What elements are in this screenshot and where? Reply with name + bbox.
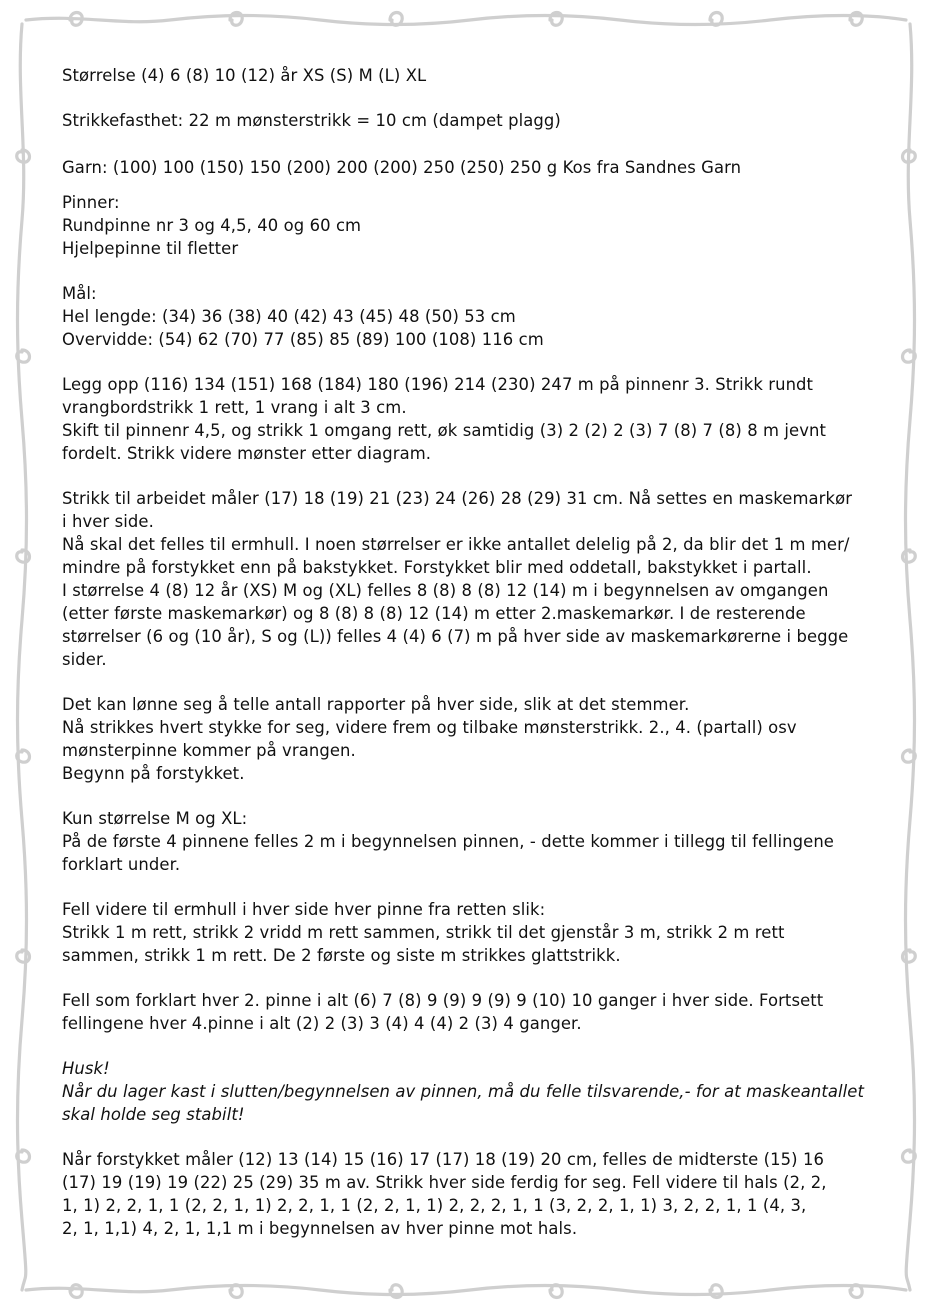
border-loops-bottom — [70, 1285, 862, 1298]
only-sizes-line: forklart under. — [62, 855, 181, 874]
repeats-line: Begynn på forstykket. — [62, 764, 245, 783]
pattern-instructions — [62, 64, 888, 1240]
cast-on-line: fordelt. Strikk videre mønster etter diagram. — [62, 444, 432, 463]
armhole-line: Nå skal det felles til ermhull. I noen størrelser er ikke antallet delelig på 2, da blir det 1 m mer/ — [62, 535, 850, 554]
border-loops-right — [903, 150, 916, 1162]
decrease-line: Fell videre til ermhull i hver side hver pinne fra retten slik: — [62, 900, 546, 919]
decrease2-line: fellingene hver 4.pinne i alt (2) 2 (3) 3 (4) 4 (4) 2 (3) 4 ganger. — [62, 1014, 582, 1033]
border-bottom-edge — [26, 1286, 906, 1295]
border-loops-top — [70, 13, 862, 26]
neck-line: 1, 1) 2, 2, 1, 1 (2, 2, 1, 1) 2, 2, 1, 1 (2, 2, 1, 1) 2, 2, 2, 1, 1 (3, 2, 2, 1, 1) 3, 2, 2, 1, 1 (4, 3, — [62, 1196, 807, 1215]
measurement-width: Overvidde: (54) 62 (70) 77 (85) 85 (89) 100 (108) 116 cm — [62, 330, 544, 349]
armhole-line: Strikk til arbeidet måler (17) 18 (19) 21 (23) 24 (26) 28 (29) 31 cm. Nå settes en maskemarkør — [62, 489, 853, 508]
armhole-line: størrelser (6 og (10 år), S og (L)) felles 4 (4) 6 (7) m på hver side av maskemarkørerne i begge — [62, 627, 849, 646]
armhole-line: mindre på forstykket enn på bakstykket. Forstykket blir med oddetall, bakstykket i partall. — [62, 558, 812, 577]
cast-on-line: Skift til pinnenr 4,5, og strikk 1 omgang rett, øk samtidig (3) 2 (2) 2 (3) 7 (8) 7 (8) 8 m jevnt — [62, 421, 827, 440]
gauge-line: Strikkefasthet: 22 m mønsterstrikk = 10 cm (dampet plagg) — [62, 111, 561, 130]
measurement-length: Hel lengde: (34) 36 (38) 40 (42) 43 (45) 48 (50) 53 cm — [62, 307, 516, 326]
border-left-edge — [18, 24, 27, 1290]
armhole-line: sider. — [62, 650, 107, 669]
repeats-line: Det kan lønne seg å telle antall rapporter på hver side, slik at det stemmer. — [62, 695, 690, 714]
border-top-edge — [26, 16, 906, 25]
armhole-line: i hver side. — [62, 512, 154, 531]
armhole-line: I størrelse 4 (8) 12 år (XS) M og (XL) felles 8 (8) 8 (8) 12 (14) m i begynnelsen av omgangen — [62, 581, 829, 600]
repeats-line: Nå strikkes hvert stykke for seg, videre frem og tilbake mønsterstrikk. 2., 4. (partall) osv — [62, 718, 797, 737]
only-sizes-line: På de første 4 pinnene felles 2 m i begynnelsen pinnen, - dette kommer i tillegg til fellingene — [62, 832, 834, 851]
note-line: skal holde seg stabilt! — [62, 1105, 245, 1124]
border-right-edge — [906, 24, 915, 1290]
only-sizes-heading: Kun størrelse M og XL: — [62, 809, 248, 828]
armhole-line: (etter første maskemarkør) og 8 (8) 8 (8) 12 (14) m etter 2.maskemarkør. I de resterende — [62, 604, 806, 623]
neck-line: 2, 1, 1,1) 4, 2, 1, 1,1 m i begynnelsen av hver pinne mot hals. — [62, 1219, 578, 1238]
needles-line: Hjelpepinne til fletter — [62, 239, 239, 258]
neck-line: Når forstykket måler (12) 13 (14) 15 (16) 17 (17) 18 (19) 20 cm, felles de midterste (15) 16 — [62, 1150, 825, 1169]
border-loops-left — [17, 150, 30, 1162]
cast-on-line: vrangbordstrikk 1 rett, 1 vrang i alt 3 cm. — [62, 398, 407, 417]
repeats-line: mønsterpinne kommer på vrangen. — [62, 741, 356, 760]
decrease2-line: Fell som forklart hver 2. pinne i alt (6) 7 (8) 9 (9) 9 (9) 9 (10) 10 ganger i hver side. Fortsett — [62, 991, 824, 1010]
decrease-line: Strikk 1 m rett, strikk 2 vridd m rett sammen, strikk til det gjenstår 3 m, strikk 2 m rett — [62, 923, 785, 942]
size-line: Størrelse (4) 6 (8) 10 (12) år XS (S) M (L) XL — [62, 66, 427, 85]
decrease-line: sammen, strikk 1 m rett. De 2 første og siste m strikkes glattstrikk. — [62, 946, 621, 965]
needles-line: Rundpinne nr 3 og 4,5, 40 og 60 cm — [62, 216, 362, 235]
measurements-heading: Mål: — [62, 284, 97, 303]
yarn-line: Garn: (100) 100 (150) 150 (200) 200 (200) 250 (250) 250 g Kos fra Sandnes Garn — [62, 158, 742, 177]
note-heading: Husk! — [62, 1059, 110, 1078]
neck-line: (17) 19 (19) 19 (22) 25 (29) 35 m av. Strikk hver side ferdig for seg. Fell videre til hals (2, 2, — [62, 1173, 827, 1192]
note-line: Når du lager kast i slutten/begynnelsen av pinnen, må du felle tilsvarende,- for at maskeantallet — [62, 1082, 865, 1101]
cast-on-line: Legg opp (116) 134 (151) 168 (184) 180 (196) 214 (230) 247 m på pinnenr 3. Strikk rundt — [62, 375, 814, 394]
needles-heading: Pinner: — [62, 193, 120, 212]
